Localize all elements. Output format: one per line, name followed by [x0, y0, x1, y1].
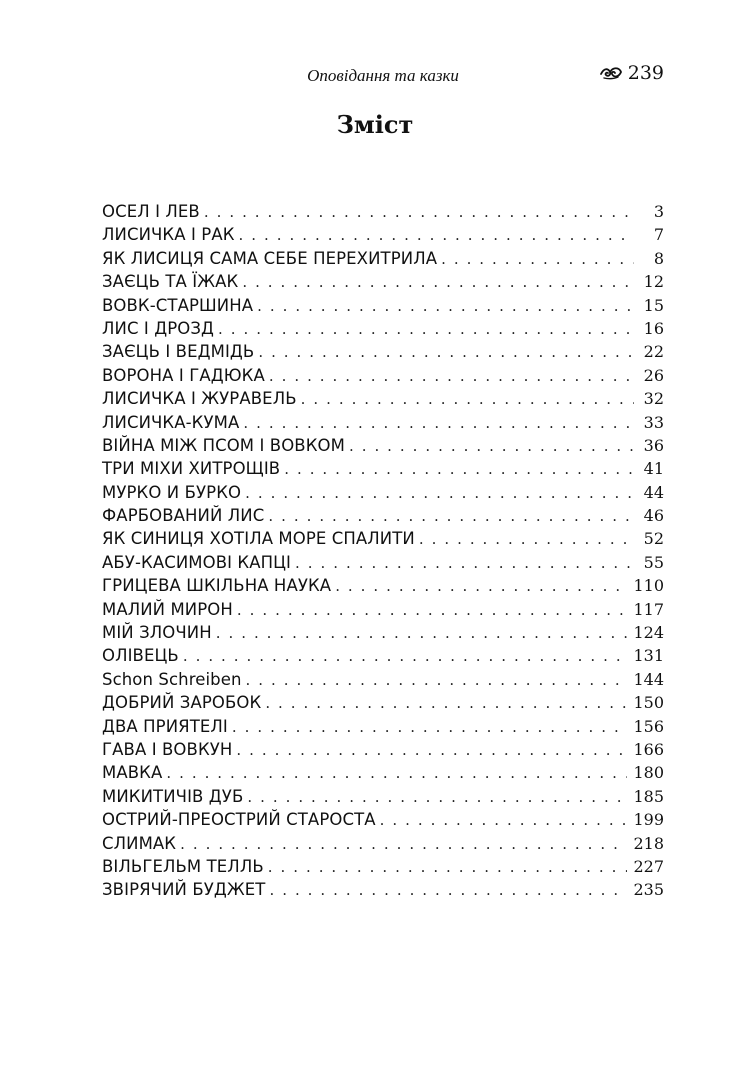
- toc-leader-dots: [284, 460, 634, 478]
- toc-leader-dots: [242, 273, 634, 291]
- toc-entry: [102, 436, 664, 459]
- toc-entry-title: МІЙ ЗЛОЧИН: [102, 623, 212, 643]
- toc-entry-page: 227: [633, 856, 664, 876]
- toc-entry: [102, 623, 664, 646]
- toc-entry: [102, 763, 664, 786]
- toc-entry-title: ЗАЄЦЬ І ВЕДМІДЬ: [102, 342, 255, 362]
- toc-leader-dots: [247, 788, 627, 806]
- toc-leader-dots: [245, 484, 634, 502]
- toc-entry: [102, 296, 664, 319]
- toc-entry-title: ЛИСИЧКА-КУМА: [102, 412, 240, 432]
- toc-entry-page: 117: [633, 599, 664, 619]
- toc-entry-page: 199: [633, 810, 664, 830]
- toc-leader-dots: [295, 554, 634, 572]
- toc-entry-page: 26: [643, 365, 664, 385]
- toc-entry-title: ЯК ЛИСИЦЯ САМА СЕБЕ ПЕРЕХИТРИЛА: [102, 248, 438, 268]
- toc-entry: [102, 366, 664, 389]
- toc-entry-page: 185: [633, 786, 664, 806]
- toc-entry-title: ОСЕЛ І ЛЕВ: [102, 202, 200, 221]
- toc-leader-dots: [335, 577, 627, 595]
- toc-entry-page: 218: [633, 833, 664, 853]
- toc-entry: [102, 342, 664, 365]
- toc-leader-dots: [243, 414, 634, 432]
- toc-entry-page: 41: [643, 459, 664, 479]
- toc-entry-title: МУРКО И БУРКО: [102, 482, 242, 502]
- toc-entry-title: ЛИСИЧКА І РАК: [102, 225, 235, 245]
- toc-entry: [102, 459, 664, 482]
- toc-entry-page: 33: [643, 412, 664, 432]
- toc-entry: [102, 693, 664, 716]
- toc-entry-page: 16: [643, 318, 664, 338]
- toc-leader-dots: [166, 764, 627, 782]
- toc-title: Зміст: [336, 110, 414, 139]
- toc-entry-title: ВІЙНА МІЖ ПСОМ І ВОВКОМ: [102, 435, 345, 455]
- toc-entry-title: АБУ-КАСИМОВІ КАПЦІ: [102, 552, 292, 572]
- toc-entry-page: 166: [633, 739, 664, 759]
- toc-entry: [102, 506, 664, 529]
- toc-entry-title: ДВА ПРИЯТЕЛІ: [102, 716, 228, 736]
- toc-leader-dots: [216, 624, 628, 642]
- toc-entry-page: 32: [643, 389, 664, 409]
- toc-leader-dots: [265, 694, 627, 712]
- toc-leader-dots: [258, 343, 634, 361]
- toc-entry-page: 15: [643, 295, 664, 315]
- toc-entry-page: 156: [633, 716, 664, 736]
- toc-entry: [102, 225, 664, 248]
- toc-entry: [102, 483, 664, 506]
- toc-entry: [102, 202, 664, 225]
- toc-entry-title: МАЛИЙ МИРОН: [102, 599, 233, 619]
- toc-leader-dots: [218, 320, 634, 338]
- toc-entry: [102, 249, 664, 272]
- toc-entry-title: МИКИТИЧІВ ДУБ: [102, 786, 244, 806]
- toc-entry-title: ВІЛЬГЕЛЬМ ТЕЛЛЬ: [102, 856, 264, 876]
- toc-entry-page: 150: [633, 693, 664, 713]
- toc-entry: [102, 646, 664, 669]
- toc-leader-dots: [232, 718, 628, 736]
- toc-leader-dots: [419, 530, 634, 548]
- toc-leader-dots: [180, 835, 627, 853]
- toc-leader-dots: [380, 811, 628, 829]
- toc-entry-title: ЛИСИЧКА І ЖУРАВЕЛЬ: [102, 389, 297, 409]
- toc-entry-page: 131: [633, 646, 664, 666]
- toc-entry: [102, 717, 664, 740]
- toc-leader-dots: [269, 881, 627, 899]
- toc-entry-page: 36: [643, 435, 664, 455]
- toc-leader-dots: [204, 203, 634, 221]
- toc-entry-page: 55: [643, 552, 664, 572]
- running-header: [102, 62, 664, 90]
- toc-entry-title: ТРИ МІХИ ХИТРОЩІВ: [102, 459, 281, 479]
- toc-entry-page: 44: [643, 482, 664, 502]
- toc-entry: [102, 389, 664, 412]
- toc-entry-page: 110: [633, 576, 664, 596]
- toc-entry: [102, 740, 664, 763]
- toc-entry: [102, 413, 664, 436]
- toc-leader-dots: [236, 741, 627, 759]
- toc-entry-page: 22: [643, 342, 664, 362]
- toc-leader-dots: [239, 226, 634, 244]
- toc-entry-page: 52: [643, 529, 664, 549]
- toc-entry-page: 3: [653, 202, 664, 221]
- page-number-block: [600, 62, 664, 84]
- toc-leader-dots: [268, 858, 628, 876]
- toc-entry: [102, 670, 664, 693]
- toc-entry-title: ГАВА І ВОВКУН: [102, 739, 233, 759]
- toc-leader-dots: [183, 647, 628, 665]
- toc-entry: [102, 576, 664, 599]
- toc-entry-page: 12: [643, 272, 664, 292]
- toc-entry: [102, 834, 664, 857]
- toc-entry: [102, 857, 664, 880]
- toc-entry: [102, 880, 664, 903]
- toc-entry: [102, 553, 664, 576]
- toc-leader-dots: [268, 507, 634, 525]
- toc-entry-page: 144: [633, 669, 664, 689]
- toc-entry-title: ЗАЄЦЬ ТА ЇЖАК: [102, 272, 239, 292]
- running-title: Оповідання та казки: [307, 66, 459, 85]
- toc-entry-title: ЗВІРЯЧИЙ БУДЖЕТ: [102, 880, 266, 900]
- toc-entry-title: ЛИС І ДРОЗД: [102, 318, 215, 338]
- toc-entry: [102, 787, 664, 810]
- toc-entry-title: МАВКА: [102, 763, 163, 783]
- toc-leader-dots: [237, 601, 628, 619]
- toc-entry: [102, 319, 664, 342]
- toc-entry: [102, 529, 664, 552]
- toc-leader-dots: [269, 367, 634, 385]
- toc-entry-title: ВОРОНА І ГАДЮКА: [102, 365, 265, 385]
- toc-entry-page: 7: [653, 225, 664, 245]
- toc-entry-page: 124: [633, 623, 664, 643]
- table-of-contents: [102, 202, 664, 904]
- fleuron-icon: [600, 66, 622, 80]
- toc-entry-title: ФАРБОВАНИЙ ЛИС: [102, 506, 265, 526]
- toc-leader-dots: [441, 250, 634, 268]
- toc-entry: [102, 810, 664, 833]
- toc-entry-title: ДОБРИЙ ЗАРОБОК: [102, 693, 262, 713]
- toc-entry-title: ВОВК-СТАРШИНА: [102, 295, 254, 315]
- toc-entry: [102, 600, 664, 623]
- toc-entry-page: 235: [633, 880, 664, 900]
- toc-leader-dots: [301, 390, 634, 408]
- toc-entry-title: ОСТРИЙ-ПРЕОСТРИЙ СТАРОСТА: [102, 810, 376, 830]
- toc-entry-title: СЛИМАК: [102, 833, 177, 853]
- toc-leader-dots: [349, 437, 634, 455]
- toc-leader-dots: [257, 297, 634, 315]
- page-number: 239: [627, 62, 664, 84]
- toc-entry-title: ГРИЦЕВА ШКІЛЬНА НАУКА: [102, 576, 332, 596]
- toc-leader-dots: [246, 671, 628, 689]
- toc-entry-title: ОЛІВЕЦЬ: [102, 646, 179, 666]
- toc-entry-page: 8: [653, 248, 664, 268]
- toc-entry-page: 46: [643, 506, 664, 526]
- toc-entry-title: Schon Schreiben: [102, 669, 242, 689]
- toc-entry-title: ЯК СИНИЦЯ ХОТІЛА МОРЕ СПАЛИТИ: [102, 529, 415, 549]
- toc-entry: [102, 272, 664, 295]
- toc-entry-page: 180: [633, 763, 664, 783]
